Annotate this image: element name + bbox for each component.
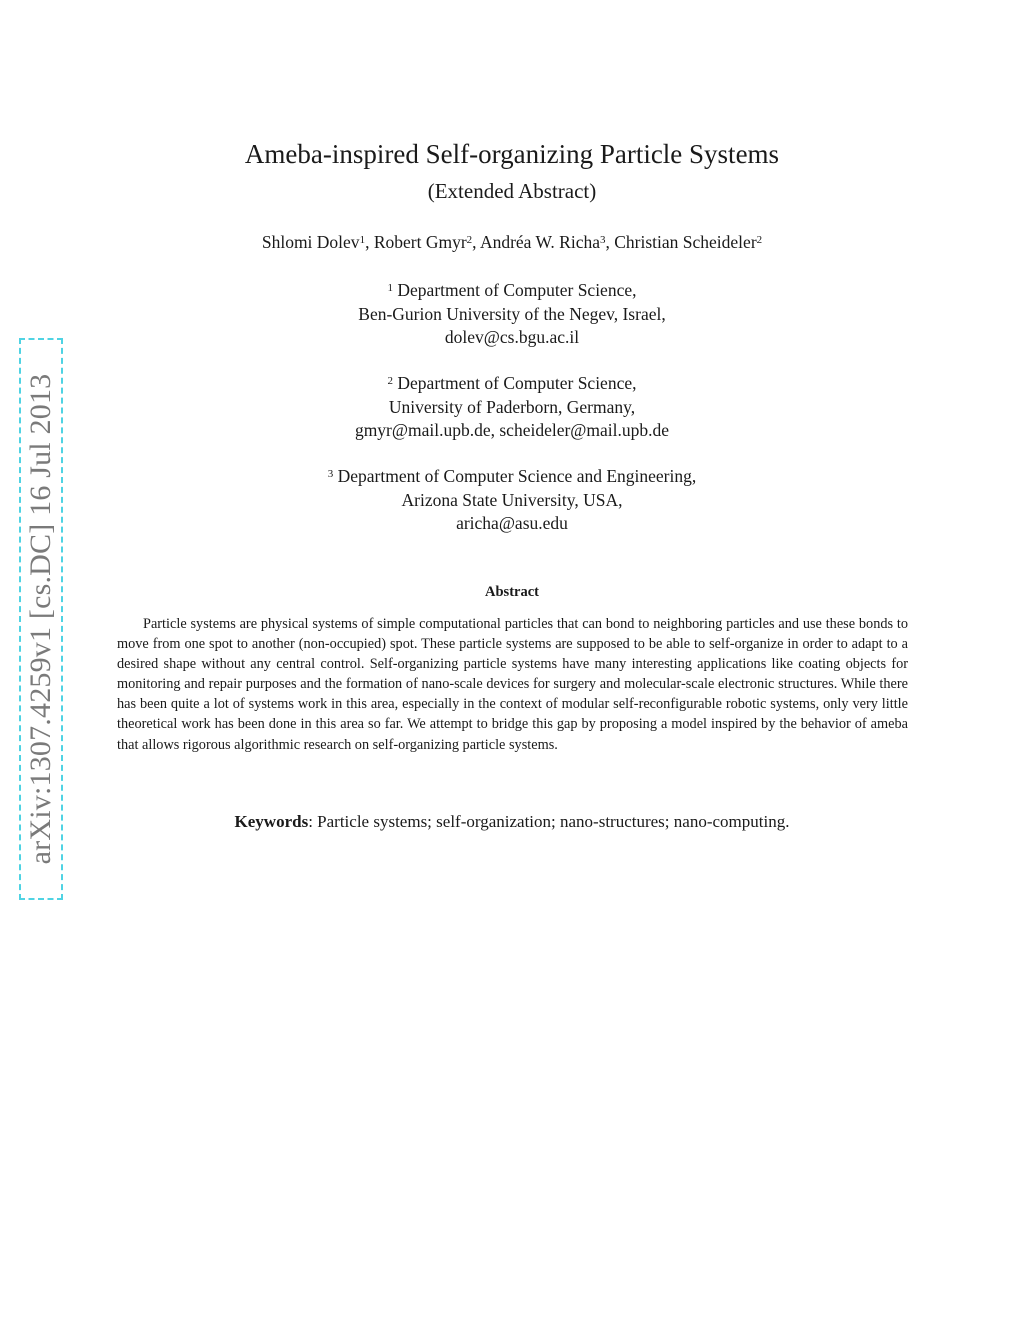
author-name: Shlomi Dolev	[261, 232, 360, 252]
keywords-label: Keywords	[234, 812, 309, 831]
paper-subtitle: (Extended Abstract)	[427, 179, 597, 203]
abstract-heading: Abstract	[485, 584, 539, 600]
affiliation-number: 3	[327, 468, 334, 480]
author-affil-mark: 2	[756, 234, 763, 246]
affiliation-institution: Arizona State University, USA,	[401, 489, 623, 510]
keywords-line	[0, 811, 1024, 833]
author-name: Robert Gmyr	[373, 232, 467, 252]
abstract-body: Particle systems are physical systems of simple computational particles that can bond to neighboring particles and use these bonds to move from one spot to another (non-occupied) spot. These particle systems are supposed to be able to self-organize in order to adapt to a desired shape without any central control. Self-organizing particle systems have many interesting applications like coating objects for monitoring and repair purposes and the formation of nano-scale devices for surgery and molecular-scale electronic structures. While there has been quite a lot of systems work in this area, especially in the context of modular self-reconfigurable robotic systems, only very little theoretical work has been done in this area so far. We attempt to bridge this gap by proposing a model inspired by the behavior of ameba that allows rigorous algorithmic research on self-organizing particle systems.	[117, 616, 908, 753]
affiliation-email: gmyr@mail.upb.de, scheideler@mail.upb.de	[354, 420, 670, 440]
affiliation-department: Department of Computer Science and Engineering,	[337, 466, 697, 486]
author-separator: ,	[365, 232, 374, 252]
author-affil-mark: 2	[466, 234, 473, 246]
affiliation-department: Department of Computer Science,	[397, 373, 637, 393]
affiliation-3	[0, 465, 1024, 536]
affiliation-number: 2	[387, 375, 394, 387]
affiliation-number: 1	[387, 282, 394, 294]
affiliation-1	[0, 279, 1024, 350]
keywords-text: : Particle systems; self-organization; nano-structures; nano-computing.	[308, 812, 790, 831]
affiliation-institution: University of Paderborn, Germany,	[388, 396, 636, 417]
author-affil-mark: 3	[600, 234, 606, 246]
author-name: Andréa W. Richa	[479, 232, 600, 252]
affiliation-2	[0, 372, 1024, 443]
paper-title: Ameba-inspired Self-organizing Particle Systems	[244, 139, 780, 169]
author-affil-mark: 1	[359, 234, 366, 246]
author-separator: ,	[605, 232, 615, 252]
author-separator: ,	[472, 232, 480, 252]
author-list	[0, 231, 1024, 253]
author-name: Christian Scheideler	[614, 232, 757, 252]
affiliation-email: dolev@cs.bgu.ac.il	[444, 327, 580, 347]
arxiv-stamp-text: arXiv:1307.4259v1 [cs.DC] 16 Jul 2013	[24, 373, 57, 865]
affiliation-department: Department of Computer Science,	[397, 280, 637, 300]
affiliation-email: aricha@asu.edu	[456, 513, 568, 533]
affiliation-institution: Ben-Gurion University of the Negev, Israel,	[358, 303, 666, 324]
